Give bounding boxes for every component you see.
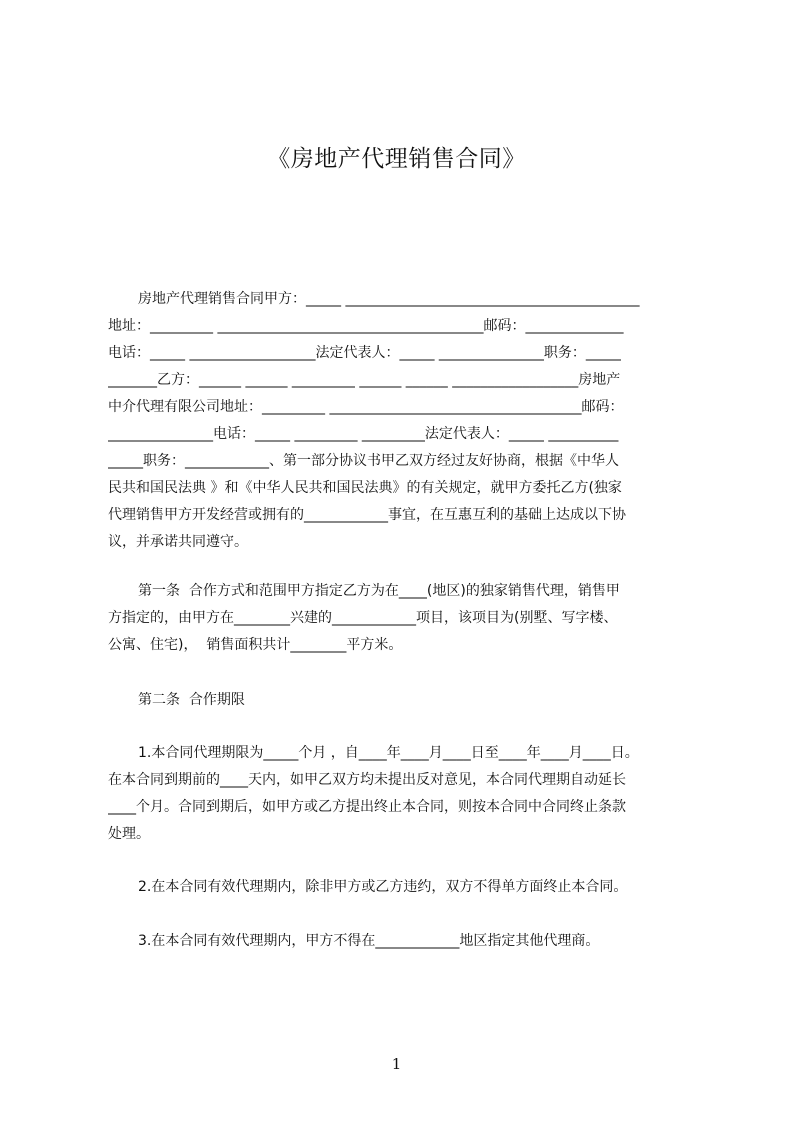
page-number: 1 <box>391 1055 402 1073</box>
preamble-line: 地址：_________ ______________________________________邮码：______________ <box>108 318 624 334</box>
article-1-paragraph <box>108 578 700 659</box>
article-1-line: 方指定的，由甲方在________兴建的____________项目，该项目为(别墅、写字楼、 <box>108 610 618 626</box>
page-title: 《房地产代理销售合同》 <box>267 146 526 172</box>
preamble-line: 房地产代理销售合同甲方：_____ __________________________________________ <box>138 291 640 307</box>
preamble-line: 中介代理有限公司地址：_________ ____________________________________邮码： <box>108 399 624 415</box>
preamble-line: 电话：_____ __________________法定代表人：_____ _______________职务：_____ <box>108 345 621 361</box>
article-2-heading: 第二条 合作期限 <box>138 692 245 708</box>
clause-1-line: ____个月。合同到期后，如甲方或乙方提出终止本合同，则按本合同中合同终止条款 <box>108 799 626 815</box>
clause-3-line: 3.在本合同有效代理期内，甲方不得在____________地区指定其他代理商。 <box>138 933 600 949</box>
clause-3-paragraph <box>108 928 700 955</box>
article-1-line: 第一条 合作方式和范围甲方指定乙方为在____(地区)的独家销售代理，销售甲 <box>138 583 620 599</box>
preamble-line: _______________电话：_____ _________ _________法定代表人：_____ __________ <box>108 426 619 442</box>
article-2-heading-block <box>108 687 700 714</box>
clause-1-line: 处理。 <box>108 826 150 842</box>
clause-1-line: 1.本合同代理期限为_____个月 ，自____年____月____日至____年____月____日。 <box>138 745 639 761</box>
preamble-paragraph <box>108 286 700 556</box>
preamble-line: 民共和国民法典 》和《中华人民共和国民法典》的有关规定，就甲方委托乙方(独家 <box>108 480 622 496</box>
preamble-line: _____职务：____________、第一部分协议书甲乙双方经过友好协商，根据《中华人 <box>108 453 619 469</box>
clause-1-line: 在本合同到期前的____天内，如甲乙双方均未提出反对意见，本合同代理期自动延长 <box>108 772 626 788</box>
clause-2-line: 2.在本合同有效代理期内，除非甲方或乙方违约，双方不得单方面终止本合同。 <box>138 879 628 895</box>
preamble-line: 议，并承诺共同遵守。 <box>108 534 248 550</box>
clause-1-paragraph <box>108 740 700 848</box>
clause-2-paragraph <box>108 874 700 901</box>
preamble-line: _______乙方：______ ______ _________ ______ ______ __________________房地产 <box>108 372 621 388</box>
preamble-line: 代理销售甲方开发经营或拥有的____________事宜，在互惠互利的基础上达成以下协 <box>108 507 626 523</box>
article-1-line: 公寓、住宅)， 销售面积共计________平方米。 <box>108 637 403 653</box>
